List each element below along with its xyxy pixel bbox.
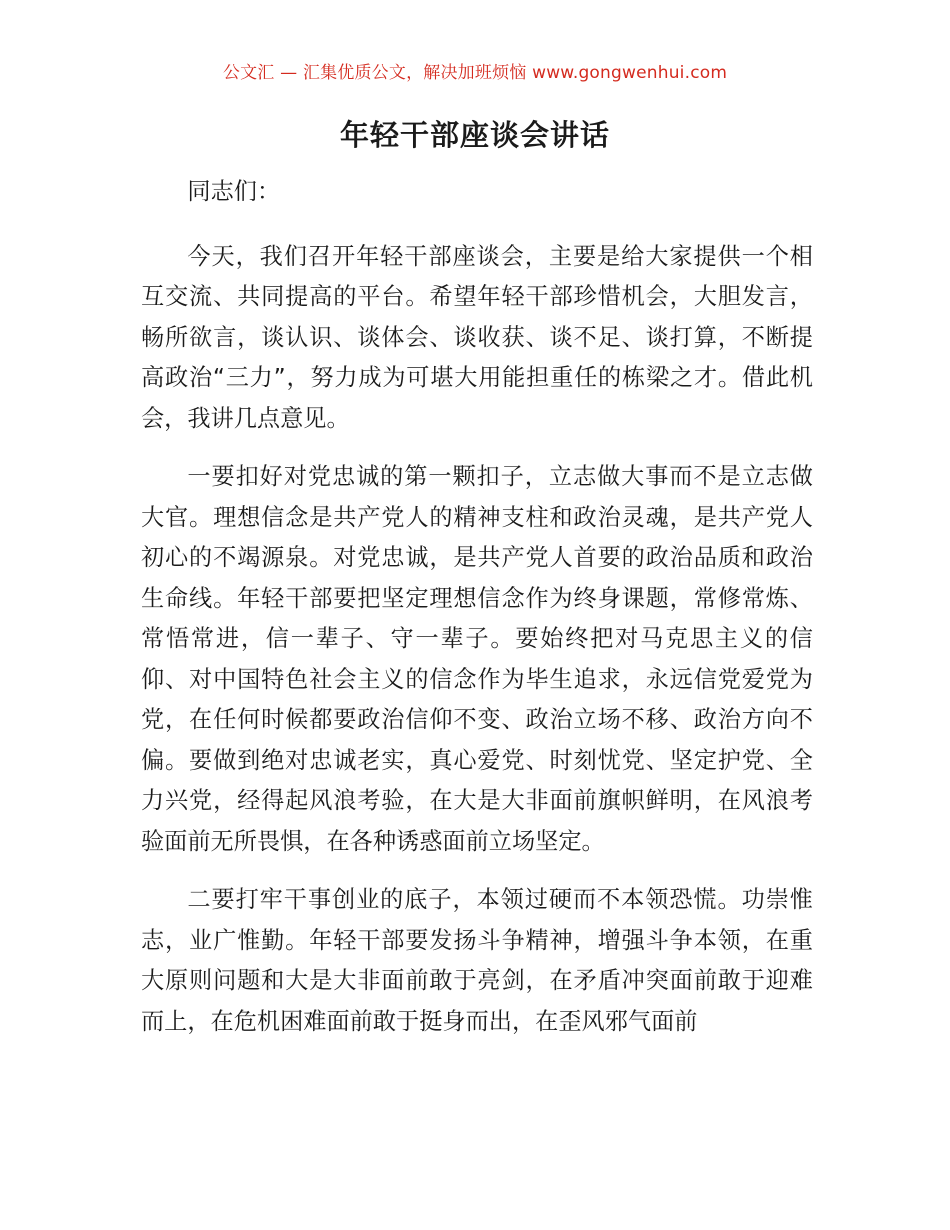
salutation: 同志们：	[187, 178, 281, 205]
paragraph-2: 一要扣好对党忠诚的第一颗扣子，立志做大事而不是立志做大官。理想信念是共产党人的精神支柱和政治灵魂，是共产党人初心的不竭源泉。对党忠诚，是共产党人首要的政治品质和政治生命线。年轻干部要把坚定理想信念作为终身课题，常修常炼、常悟常进，信一辈子、守一辈子。要始终把对马克思主义的信仰、对中国特色社会主义的信念作为毕生追求，永远信党爱党为党，在任何时候都要政治信仰不变、政治立场不移、政治方向不偏。要做到绝对忠诚老实，真心爱党、时刻忧党、坚定护党、全力兴党，经得起风浪考验，在大是大非面前旗帜鲜明，在风浪考验面前无所畏惧，在各种诱惑面前立场坚定。	[141, 463, 813, 855]
document-title: 年轻干部座谈会讲话	[339, 118, 610, 152]
header-banner: 公文汇 — 汇集优质公文，解决加班烦恼 www.gongwenhui.com	[222, 63, 728, 83]
document-body	[141, 172, 813, 1042]
paragraph-3: 二要打牢干事创业的底子，本领过硬而不本领恐慌。功崇惟志，业广惟勤。年轻干部要发扬斗争精神，增强斗争本领，在重大原则问题和大是大非面前敢于亮剑，在矛盾冲突面前敢于迎难而上，在危机困难面前敢于挺身而出，在歪风邪气面前	[141, 886, 813, 1035]
paragraph-1: 今天，我们召开年轻干部座谈会，主要是给大家提供一个相互交流、共同提高的平台。希望年轻干部珍惜机会，大胆发言，畅所欲言，谈认识、谈体会、谈收获、谈不足、谈打算，不断提高政治“三力”，努力成为可堪大用能担重任的栋梁之才。借此机会，我讲几点意见。	[141, 242, 813, 432]
